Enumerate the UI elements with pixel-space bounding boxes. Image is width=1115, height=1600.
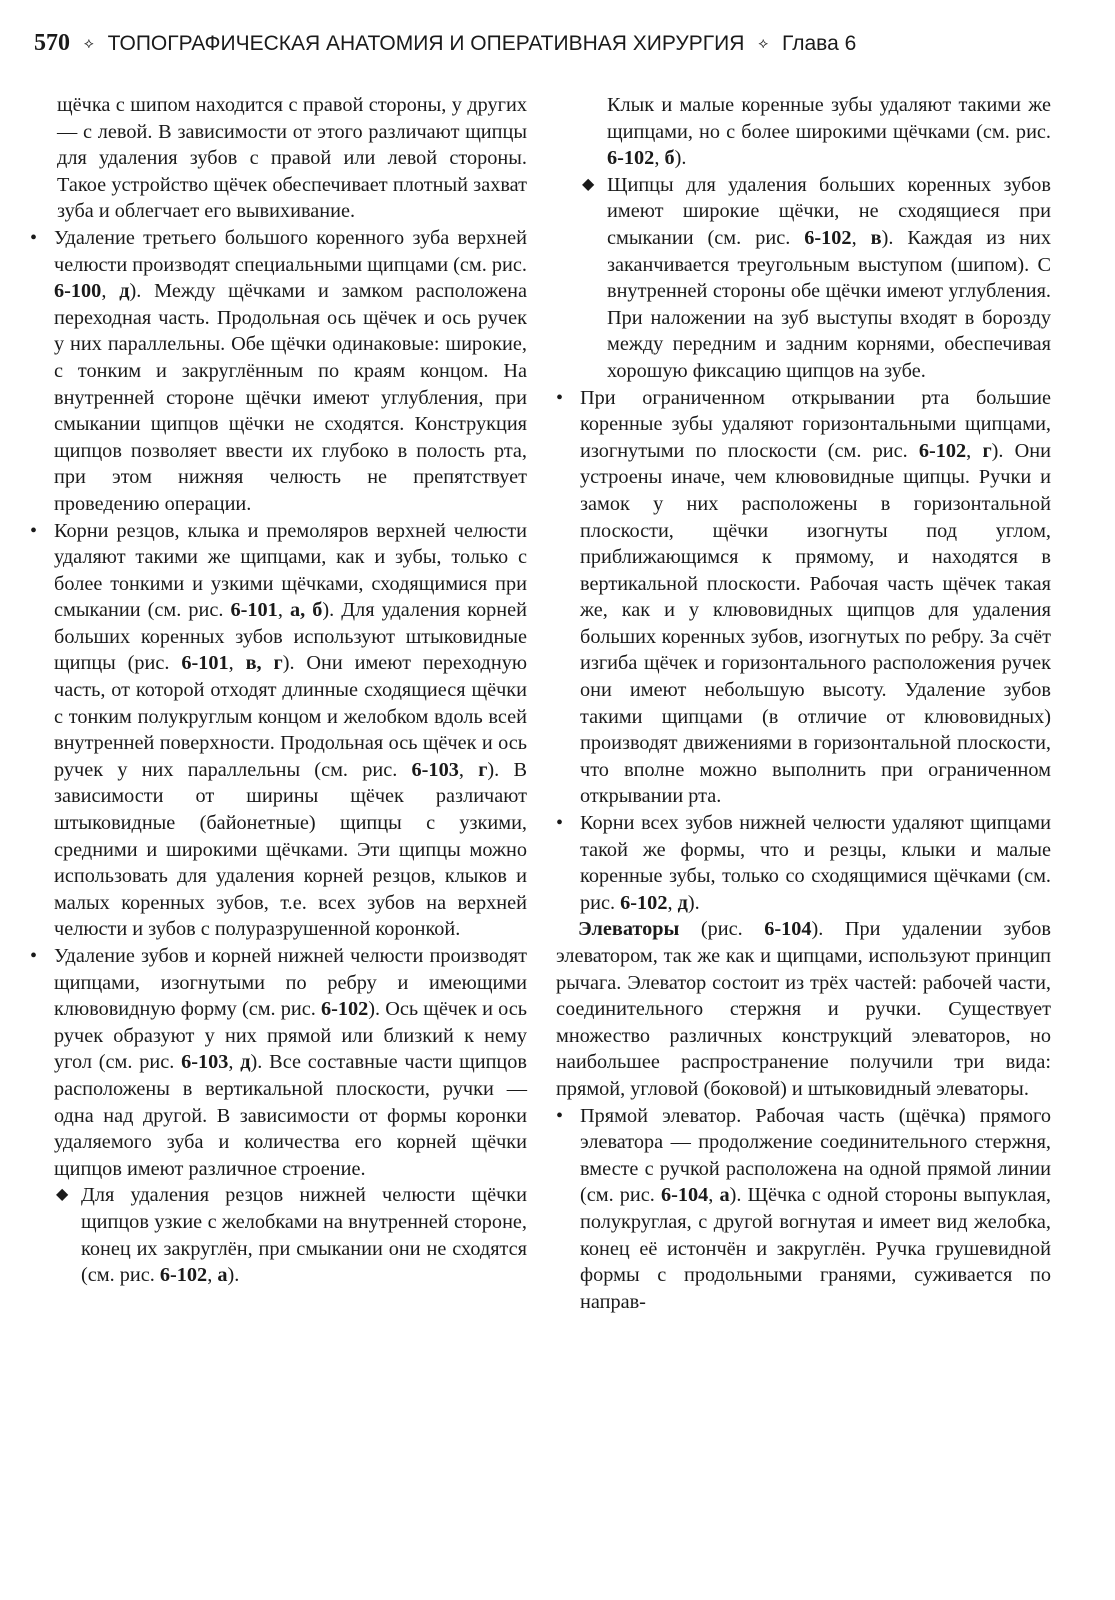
bullet-dot-icon: •	[30, 945, 38, 967]
sub-bullet-item: ◆ Щипцы для удаления больших коренных зубов имеют широкие щёчки, не сходящиеся при смыкании (см. рис. 6-102, в). Каждая из них заканчивается треугольным выступом (шипом). С внутренней стороны обе щёчки имеют углубления. При наложении на зуб выступы входят в борозду между передним и задним корнями, обеспечивая хорошую фиксацию щипцов на зубе.	[582, 173, 1052, 382]
figure-ref: 6-102	[804, 226, 852, 249]
figure-ref: в, г	[245, 652, 283, 675]
figure-ref: а	[719, 1184, 730, 1207]
figure-ref: 6-103	[181, 1051, 229, 1074]
figure-ref: д	[677, 891, 688, 914]
right-column	[556, 92, 1051, 1315]
term-elevators: Элеваторы	[578, 918, 680, 941]
figure-ref: 6-102	[320, 998, 369, 1021]
separator-icon: ⟡	[83, 35, 94, 52]
page-number: 570	[34, 30, 70, 56]
figure-ref: 6-102	[620, 891, 668, 914]
bullet-item: • Корни резцов, клыка и премоляров верхней челюсти удаляют такими же щипцами, как и зубы, только с более тонкими и узкими щёчками, сходящимися при смыкании (см. рис. 6-101, а, б). Для удаления корней больших коренных зубов используют штыковидные щипцы (рис. 6-101, в, г). Они имеют переходную часть, от которой отходят длинные сходящиеся щёчки с тонким полукруглым концом и желобком вдоль всей внутренней поверхности. Продольная ось щёчек и ось ручек у них параллельны (см. рис. 6-103, г). В зависимости от ширины щёчек различают штыковидные (байонетные) щипцы с узкими, средними и широкими щёчками. Эти щипцы можно использовать для удаления корней резцов, клыков и малых коренных зубов, т.е. всех зубов на верхней челюсти и зубов с полуразрушенной коронкой.	[30, 519, 528, 941]
figure-ref: 6-102	[918, 439, 967, 462]
book-title: ТОПОГРАФИЧЕСКАЯ АНАТОМИЯ И ОПЕРАТИВНАЯ ХИРУРГИЯ	[107, 32, 745, 55]
sub-bullet-item: ◆ Для удаления резцов нижней челюсти щёчки щипцов узкие с желобками на внутренней стороне, конец их закруглён, при смыкании они не сходятся (см. рис. 6-102, а).	[56, 1184, 527, 1287]
bullet-item: • При ограниченном открывании рта большие коренные зубы удаляют горизонтальными щипцами, изогнутыми по плоскости (см. рис. 6-102, г). Они устроены иначе, чем клювовидные щипцы. Ручки и замок у них расположены в горизонтальной плоскости, щёчки изогнуты под углом, приближающимся к прямому, и находятся в вертикальной плоскости. Рабочая часть щёчек такая же, как и у клювовидных щипцов для удаления больших коренных зубов, изогнутых по ребру. За счёт изгиба щёчек и горизонтального расположения ручек они имеют небольшую высоту. Удаление зубов такими щипцами (в отличие от клювовидных) производят движениями в горизонтальной плоскости, что вполне можно выполнить при ограниченном открывании рта.	[556, 386, 1052, 808]
separator-icon: ⟡	[758, 35, 769, 52]
chapter-label: Глава 6	[782, 32, 857, 55]
figure-ref: г	[478, 758, 488, 781]
bullet-item: • Прямой элеватор. Рабочая часть (щёчка) прямого элеватора — продолжение соединительного стержня, вместе с ручкой расположена на одной прямой линии (см. рис. 6-104, а). Щёчка с одной стороны выпуклая, полукруглая, с другой вогнутая и имеет вид желобка, конец её истончён и закруглён. Ручка грушевидной формы с продольными гранями, суживается по направ-	[556, 1104, 1051, 1313]
figure-ref: в	[870, 226, 882, 249]
figure-ref: б	[664, 147, 675, 170]
paragraph-continuation: щёчка с шипом находится с правой стороны, у других — с левой. В зависимости от этого различают щипцы для удаления зубов с правой или левой стороны. Такое устройство щёчек обеспечивает плотный захват зуба и облегчает его вывихивание.	[57, 94, 527, 223]
running-header	[34, 30, 1074, 64]
figure-ref: 6-103	[411, 758, 459, 781]
bullet-item: • Удаление третьего большого коренного зуба верхней челюсти производят специальными щипцами (см. рис. 6-100, д). Между щёчками и замком расположена переходная часть. Продольная ось щёчек и ось ручек у них параллельны. Обе щёчки одинаковые: широкие, с тонким и закруглённым по краям концом. На внутренней стороне щёчки имеют углубления, при смыкании щипцов щёчки не сходятся. Конструкция щипцов позволяет ввести их глубоко в полость рта, при этом нижняя челюсть не препятствует проведению операции.	[30, 226, 528, 515]
figure-ref: 6-104	[660, 1184, 709, 1207]
figure-ref: д	[240, 1051, 251, 1074]
bullet-dot-icon: •	[30, 519, 38, 542]
diamond-bullet-icon: ◆	[56, 1186, 69, 1204]
left-column	[30, 92, 527, 1289]
figure-ref: 6-102	[159, 1264, 208, 1287]
bullet-dot-icon: •	[556, 386, 564, 409]
bullet-dot-icon: •	[556, 812, 564, 835]
figure-ref: 6-101	[181, 652, 229, 675]
paragraph-continuation: Клык и малые коренные зубы удаляют такими же щипцами, но с более широкими щёчками (см. рис. 6-102, б).	[607, 94, 1051, 170]
figure-ref: а	[217, 1264, 228, 1287]
figure-ref: 6-104	[764, 918, 812, 941]
figure-ref: г	[982, 439, 992, 462]
paragraph-elevators: Элеваторы (рис. 6-104). При удалении зубов элеватором, так же как и щипцами, используют принцип рычага. Элеватор состоит из трёх частей: рабочей части, соединительного стержня и ручки. Существует множество различных конструкций элеваторов, но наибольшее распространение получили три вида: прямой, угловой (боковой) и штыковидный элеваторы.	[556, 918, 1052, 1100]
figure-ref: 6-101	[230, 599, 278, 622]
bullet-item: • Корни всех зубов нижней челюсти удаляют щипцами такой же формы, что и резцы, клыки и малые коренные зубы, только со сходящимися щёчками (см. рис. 6-102, д).	[556, 812, 1051, 914]
figure-ref: а, б	[289, 599, 323, 622]
bullet-dot-icon: •	[556, 1104, 564, 1127]
bullet-item: • Удаление зубов и корней нижней челюсти производят щипцами, изогнутыми по ребру и имеющими клювовидную форму (см. рис. 6-102). Ось щёчек и ось ручек образуют у них прямой или близкий к нему угол (см. рис. 6-103, д). Все составные части щипцов расположены в вертикальной плоскости, ручки — одна над другой. В зависимости от формы коронки удаляемого зуба и количества его корней щёчки щипцов имеют различное строение.	[30, 945, 527, 1180]
diamond-bullet-icon: ◆	[582, 175, 595, 193]
figure-ref: д	[119, 280, 130, 303]
figure-ref: 6-100	[54, 280, 102, 303]
figure-ref: 6-102	[607, 147, 655, 170]
bullet-dot-icon: •	[30, 226, 38, 249]
